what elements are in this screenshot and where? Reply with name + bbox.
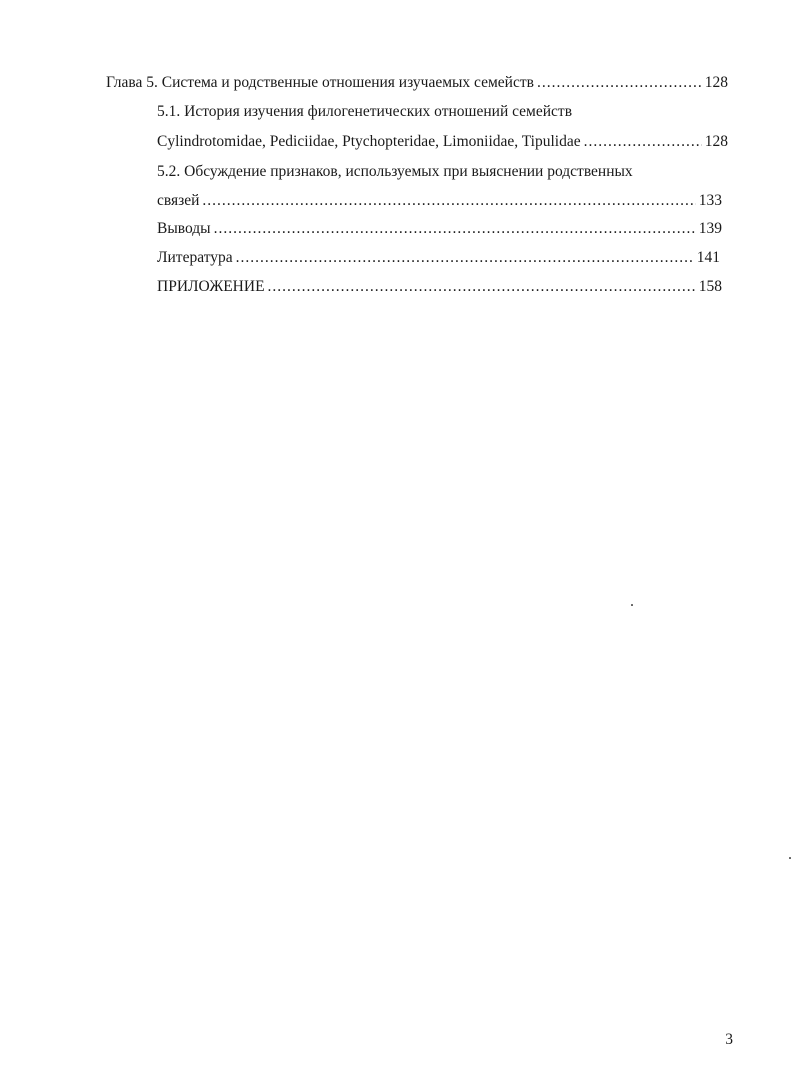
toc-entry-page: 158 [698, 278, 722, 295]
toc-dot-leader [214, 217, 696, 241]
toc-dot-leader [584, 130, 702, 154]
toc-entry-page: 128 [704, 74, 728, 91]
toc-entry-title: Выводы [157, 220, 211, 237]
toc-entry-title: Cylindrotomidae, Pediciidae, Ptychopteridae, Limoniidae, Tipulidae [157, 133, 581, 150]
toc-entry-page: 139 [698, 220, 722, 237]
toc-entry-appendix[interactable] [157, 275, 722, 299]
toc-entry-title: Глава 5. Система и родственные отношения изучаемых семейств [106, 74, 534, 91]
toc-dot-leader [236, 246, 694, 270]
toc-entry-section-5-1[interactable] [157, 130, 728, 154]
toc-entry-chapter-5[interactable] [106, 71, 728, 95]
scan-speck [631, 604, 633, 606]
toc-entry-title: ПРИЛОЖЕНИЕ [157, 278, 265, 295]
toc-entry-section-5-1-line1[interactable] [157, 100, 572, 124]
toc-dot-leader [537, 71, 702, 95]
toc-dot-leader [202, 189, 695, 213]
toc-entry-section-5-2-line1[interactable] [157, 160, 633, 184]
toc-entry-page: 133 [698, 192, 722, 209]
toc-entry-literature[interactable] [157, 246, 720, 270]
toc-dot-leader [268, 275, 696, 299]
toc-entry-page: 128 [704, 133, 728, 150]
toc-entry-page: 141 [696, 249, 720, 266]
scan-speck [789, 857, 791, 859]
page-number: 3 [725, 1031, 733, 1048]
toc-entry-title: связей [157, 192, 200, 209]
toc-entry-title: Литература [157, 249, 233, 266]
toc-entry-title: 5.2. Обсуждение признаков, используемых при выяснении родственных [157, 163, 633, 180]
toc-entry-section-5-2[interactable] [157, 189, 722, 213]
toc-entry-title: 5.1. История изучения филогенетических отношений семейств [157, 103, 573, 120]
toc-entry-conclusions[interactable] [157, 217, 722, 241]
